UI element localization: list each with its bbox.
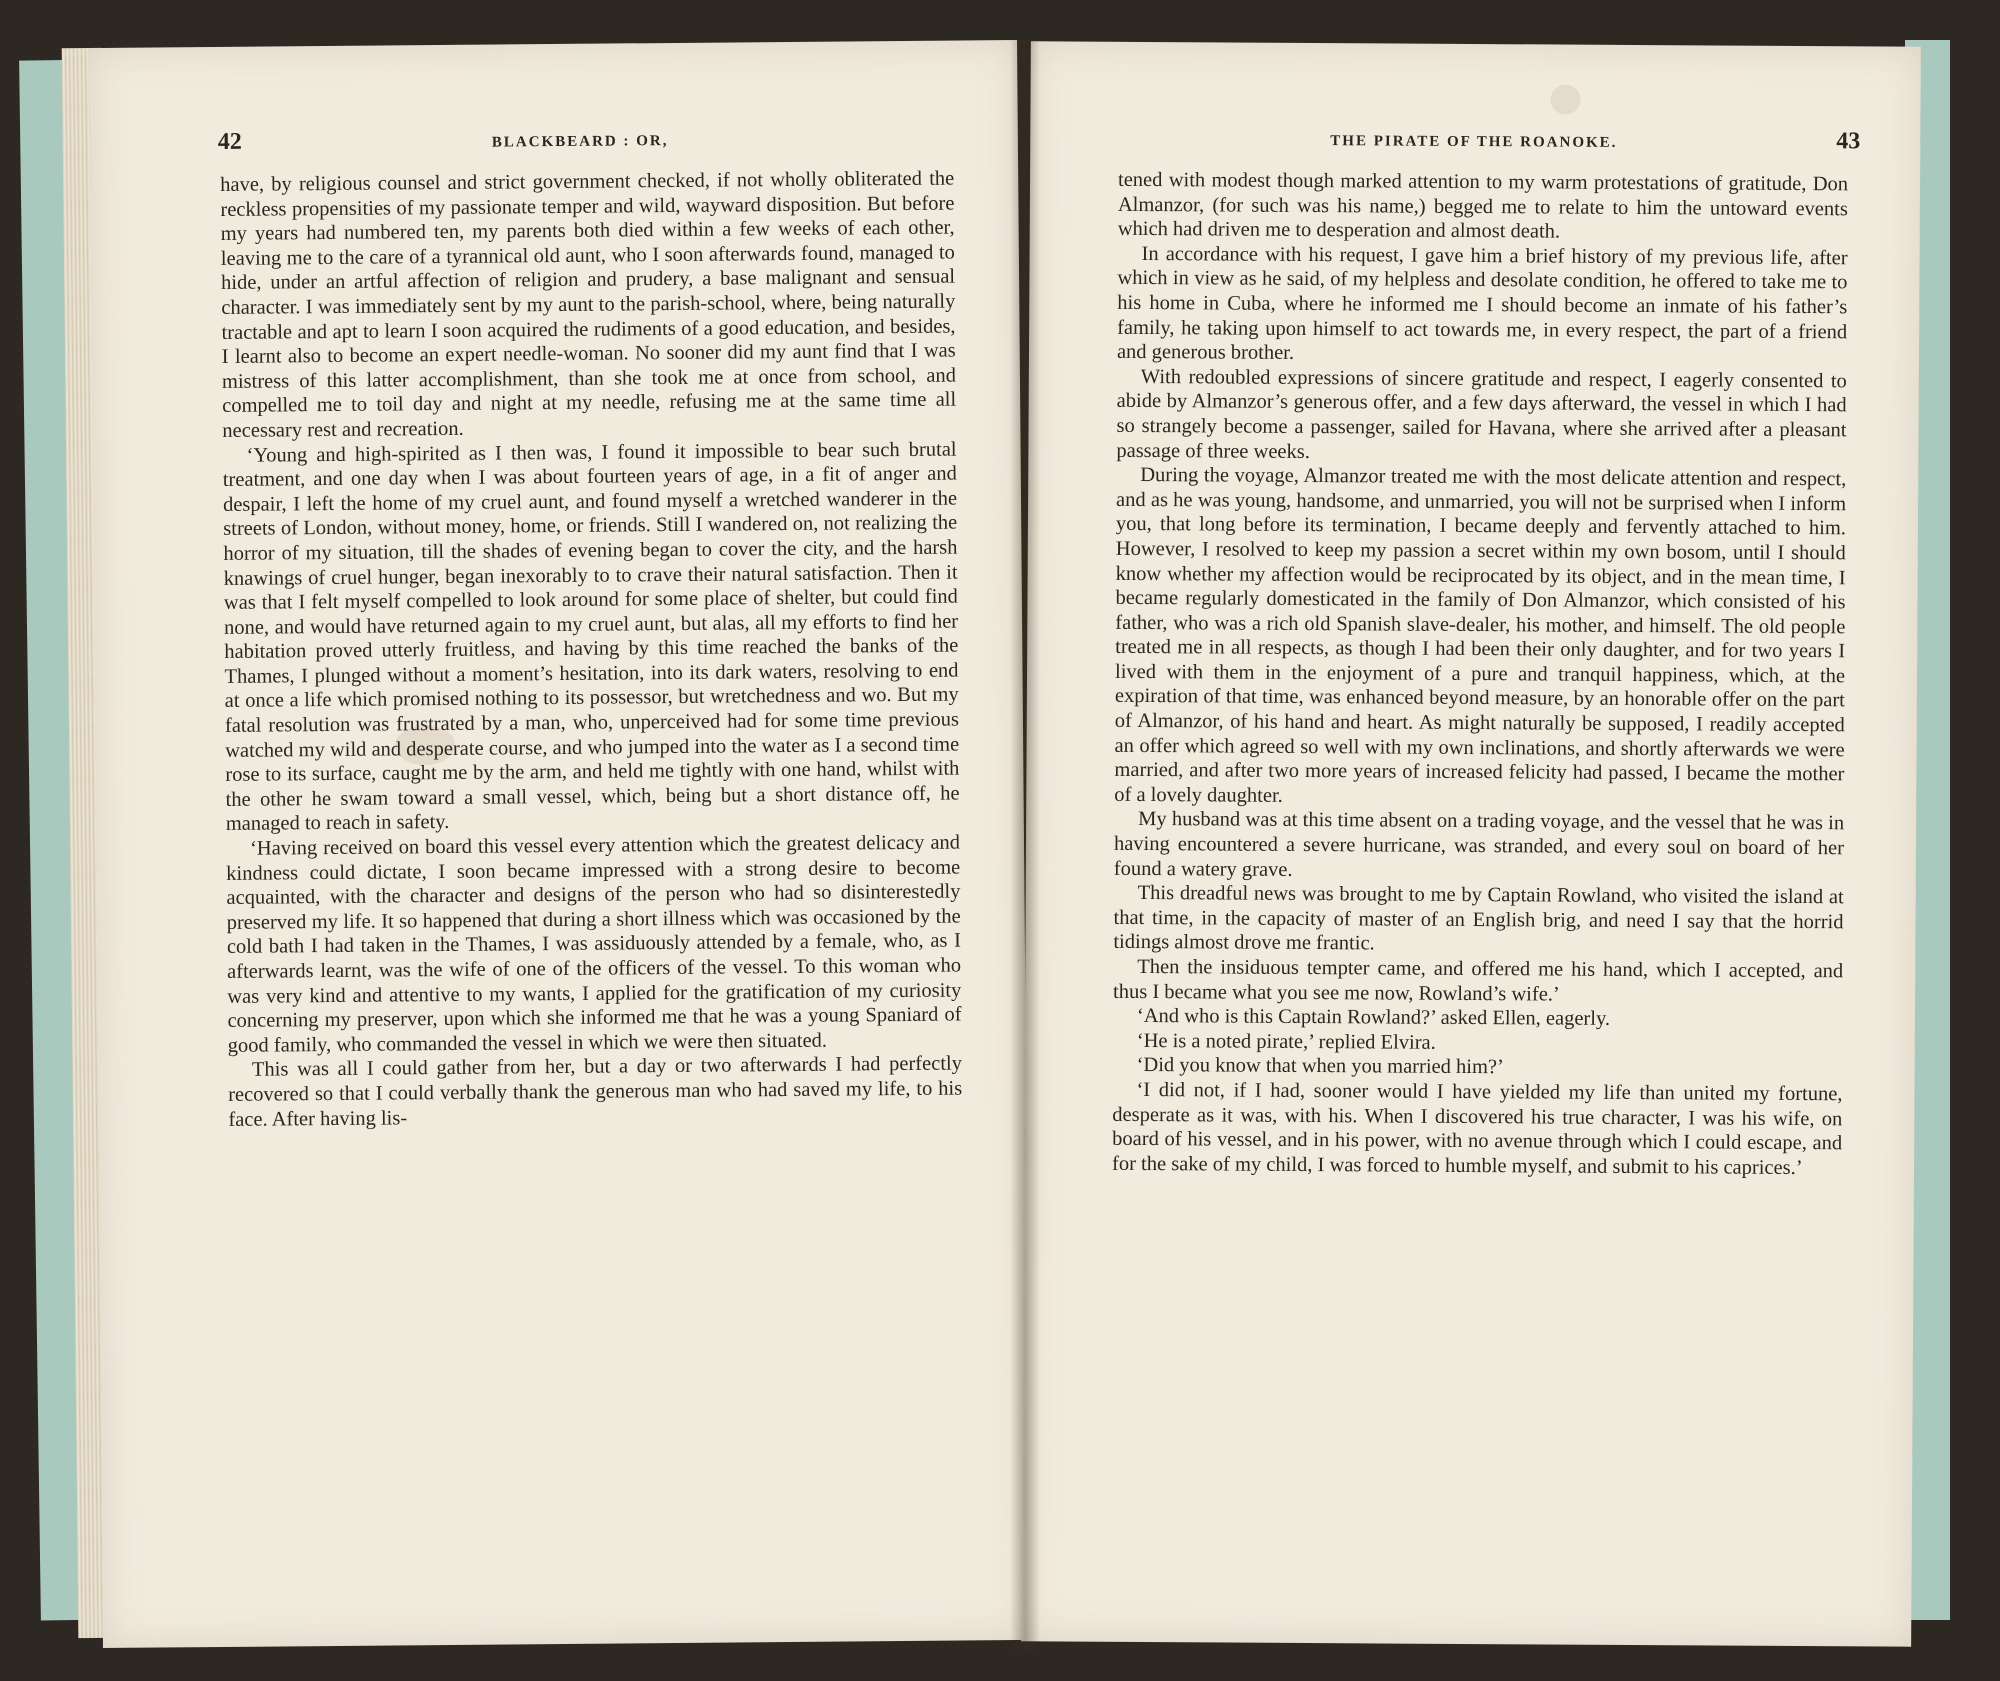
right-page <box>1021 41 1921 1646</box>
paragraph: ‘I did not, if I had, sooner would I have yielded my life than united my fortune, desperate as it was, with his. When I discovered his true character, I was his wife, on board of his vessel, and in his power, with no avenue through which I could escape, and for the sake of my child, I was forced to humble myself, and submit to his caprices.’ <box>1111 1078 1843 1179</box>
paragraph: ‘He is a noted pirate,’ replied Elvira. <box>1136 1029 1436 1054</box>
body-text <box>1112 168 1848 1181</box>
paragraph: This was all I could gather from her, but a day or two afterwards I had perfectly recovered so that I could verbally thank the generous man who had saved my life, to his face. After having lis- <box>228 1052 963 1131</box>
paragraph: have, by religious counsel and strict government checked, if not wholly obliterated the reckless propensities of my passionate temper and wild, wayward disposition. But before my years had numbered ten, my parents both died within a few weeks of each other, leaving me to the care of a tyrannical old aunt, who I soon afterwards found, managed to hide, under an artful affection of religion and prudery, a base malignant and sensual character. I was immediately sent by my aunt to the parish-school, where, being naturally tractable and apt to learn I soon acquired the rudiments of a good education, and besides, I learnt also to become an expert needle-woman. No sooner did my aunt find that I was mistress of this latter accomplishment, than she took me at once from school, and compelled me to toil day and night at my needle, refusing me at the same time all necessary rest and recreation. <box>220 167 957 442</box>
page-number: 43 <box>1836 128 1861 155</box>
paragraph: ‘Having received on board this vessel every attention which the greatest delicacy and kindness could dictate, I soon became impressed with a strong desire to become acquainted, with the character and designs of the person who had so disinterestedly preserved my life. It so happened that during a short illness which was occasioned by the cold bath I had taken in the Thames, I was assiduously attended by a female, who, as I afterwards learnt, was the wife of one of the officers of the vessel. To this woman who was very kind and attentive to my wants, I applied for the gratification of my curiosity concerning my preserver, upon which she informed me that he was a young Spaniard of good family, who commanded the vessel in which we were then situated. <box>226 831 962 1057</box>
paragraph: tened with modest though marked attention to my warm protestations of gratitude, Don Almanzor, (for such was his name,) begged me to relate to him the untoward events which had driven me to desperation and almost death. <box>1117 168 1849 243</box>
paragraph: Then the insiduous tempter came, and offered me his hand, which I accepted, and thus I became what you see me now, Rowland’s wife.’ <box>1113 955 1844 1006</box>
book-gutter <box>1010 40 1040 1650</box>
paragraph: My husband was at this time absent on a trading voyage, and the vessel that he was in having encountered a severe hurricane, was stranded, and every soul on board of her found a watery grave. <box>1113 808 1845 881</box>
left-page <box>89 40 1031 1648</box>
page-number: 42 <box>217 128 242 155</box>
running-head: THE PIRATE OF THE ROANOKE. <box>1330 133 1618 151</box>
paragraph: ‘Did you know that when you married him?’ <box>1136 1054 1504 1079</box>
paragraph: This dreadful news was brought to me by Captain Rowland, who visited the island at that time, in the capacity of master of an English brig, and need I say that the horrid tidings almost drove me frantic. <box>1113 882 1844 955</box>
running-head: BLACKBEARD : OR, <box>491 133 669 151</box>
paragraph: ‘Young and high-spirited as I then was, I found it impossible to bear such brutal treatment, and one day when I was about fourteen years of age, in a fit of anger and despair, I left the home of my cruel aunt, and found myself a wretched wanderer in the streets of London, without money, home, or friends. Still I wandered on, not realizing the horror of my situation, till the shades of evening began to cover the city, and the harsh knawings of cruel hunger, began inexorably to to crave their natural satisfaction. Then it was that I felt myself compelled to look around for some place of shelter, but could find none, and would have returned again to my cruel aunt, but alas, all my efforts to find her habitation proved utterly fruitless, and having by this time reached the banks of the Thames, I plunged without a moment’s hesitation, into its dark waters, resolving to end at once a life which promised nothing to its possessor, but wretchedness and wo. But my fatal resolution was frustrated by a man, who, unperceived had for some time previous watched my wild and desperate course, and who jumped into the water as I a second time rose to its surface, caught me by the arm, and held me tightly with one hand, whilst with the other he swam toward a small vessel, which, being but a short distance off, he managed to reach in safety. <box>222 438 960 836</box>
paragraph: With redoubled expressions of sincere gratitude and respect, I eagerly consented to abide by Almanzor’s generous offer, and a few days afterward, the vessel in which I had so strangely become a passenger, sailed for Havana, where she arrived after a pleasant passage of three weeks. <box>1116 365 1847 463</box>
paragraph: ‘And who is this Captain Rowland?’ asked Ellen, eagerly. <box>1136 1005 1611 1031</box>
paragraph: In accordance with his request, I gave him a brief history of my previous life, after which in view as he said, of my helpless and desolate condition, he offered to take me to his home in Cuba, where he informed me I should become an inmate of his father’s family, he taking upon himself to act towards me, in every respect, the part of a friend and generous brother. <box>1116 242 1848 365</box>
paper-stain <box>1550 84 1580 114</box>
body-text <box>220 167 962 1133</box>
paragraph: During the voyage, Almanzor treated me with the most delicate attention and respect, and as he was young, handsome, and unmarried, you will not be surprised when I inform you, that long before its termination, I became deeply and fervently attached to him. However, I resolved to keep my passion a secret within my own bosom, until I should know whether my affection would be reciprocated by its object, and in the mean time, I became regularly domesticated in the family of Don Almanzor, which consisted of his father, who was a rich old Spanish slave-dealer, his mother, and himself. The old people treated me in all respects, as though I had been their only daughter, and for two years I lived with them in the enjoyment of a pure and tranquil happiness, which, at the expiration of that time, was enhanced beyond measure, by an honorable offer on the part of Almanzor, of his hand and heart. As might naturally be supposed, I readily accepted an offer which agreed so well with my own inclinations, and shortly afterwards we were married, and after two more years of increased felicity had passed, I became the mother of a lovely daughter. <box>1114 464 1847 807</box>
